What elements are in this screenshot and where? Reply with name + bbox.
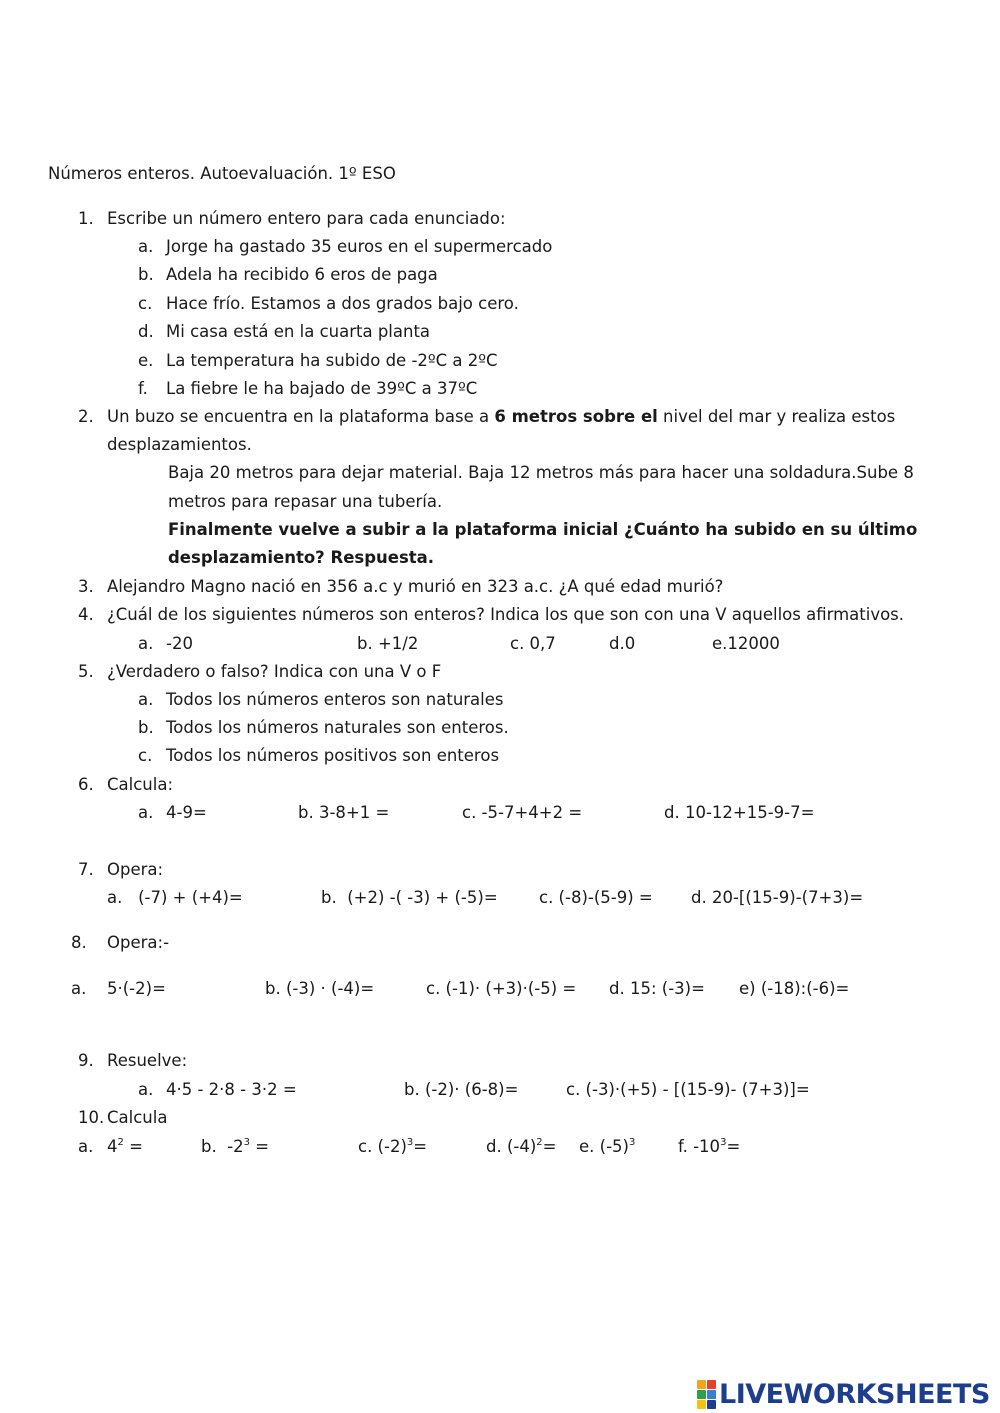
question-text-continued: desplazamientos. (107, 435, 252, 454)
base: e. (-5) (579, 1137, 629, 1156)
item-letter: a. (71, 979, 87, 998)
option-b: b. +1/2 (357, 634, 419, 653)
exponent: 3 (628, 1137, 636, 1148)
exponent: 2 (117, 1137, 124, 1148)
item-letter: a. (138, 237, 154, 256)
question-text: ¿Cuál de los siguientes números son enteros? Indica los que son con una V aquellos afirmativos. (107, 605, 905, 624)
list-item: La fiebre le ha bajado de 39ºC a 37ºC (166, 379, 478, 398)
question-text: ¿Verdadero o falso? Indica con una V o F (107, 662, 442, 681)
exercise-c (358, 1137, 427, 1157)
item-letter: b. (138, 718, 154, 737)
item-letter: c. (138, 294, 153, 313)
question-text-part: Un buzo se encuentra en la plataforma base a (107, 407, 495, 426)
list-item: Hace frío. Estamos a dos grados bajo cero. (166, 294, 519, 313)
question-text: Opera: (107, 860, 164, 879)
exercise-b (201, 1137, 269, 1157)
item-letter: a. (138, 690, 154, 709)
question-text: Escribe un número entero para cada enunciado: (107, 209, 506, 228)
base: 4 (107, 1137, 118, 1156)
option-d: d.0 (609, 634, 636, 653)
exercise-b: b. (-2)· (6-8)= (404, 1080, 519, 1099)
list-item: Todos los números positivos son enteros (166, 746, 500, 765)
item-letter: e. (138, 351, 154, 370)
item-letter: b. (138, 265, 154, 284)
question-number: 3. (78, 577, 94, 596)
base: b. -2 (201, 1137, 244, 1156)
problem-question: Finalmente vuelve a subir a la plataforma inicial ¿Cuánto ha subido en su último (168, 520, 918, 539)
list-item: Jorge ha gastado 35 euros en el supermercado (166, 237, 553, 256)
question-number: 9. (78, 1051, 94, 1070)
question-number: 1. (78, 209, 94, 228)
question-number: 2. (78, 407, 94, 426)
question-text: Calcula (107, 1108, 168, 1127)
question-number: 5. (78, 662, 94, 681)
option-e: e.12000 (712, 634, 780, 653)
logo-tile (707, 1380, 716, 1389)
question-text: Opera:- (107, 933, 170, 952)
question-text-part: nivel del mar y realiza estos (657, 407, 896, 426)
logo-tile (707, 1390, 716, 1399)
exponent: 2 (536, 1137, 543, 1148)
list-item: Mi casa está en la cuarta planta (166, 322, 431, 341)
exercise-c: c. (-3)·(+5) - [(15-9)- (7+3)]= (566, 1080, 810, 1099)
tail: = (726, 1137, 741, 1156)
problem-statement: Baja 20 metros para dejar material. Baja 12 metros más para hacer una soldadura.Sube 8 (168, 463, 914, 482)
exponent: 3 (720, 1137, 727, 1148)
exercise-c: c. (-1)· (+3)·(-5) = (426, 979, 577, 998)
exercise-a (107, 1137, 143, 1157)
tail: = (123, 1137, 143, 1156)
question-text: Resuelve: (107, 1051, 188, 1070)
exercise-d: d. 20-[(15-9)-(7+3)= (691, 888, 864, 907)
item-letter: a. (78, 1137, 94, 1156)
base: d. (-4) (486, 1137, 537, 1156)
exercise-b: b. (-3) · (-4)= (265, 979, 375, 998)
list-item: Adela ha recibido 6 eros de paga (166, 265, 438, 284)
logo-tile (707, 1400, 716, 1409)
exercise-e: e) (-18):(-6)= (739, 979, 850, 998)
exercise-b: b. (+2) -( -3) + (-5)= (321, 888, 498, 907)
exercise-d (486, 1137, 557, 1157)
option-a: -20 (166, 634, 193, 653)
logo-text: LIVEWORKSHEETS (719, 1378, 990, 1410)
base: f. -10 (678, 1137, 721, 1156)
logo-tile (697, 1390, 706, 1399)
exercise-b: b. 3-8+1 = (298, 803, 390, 822)
exercise-e (579, 1137, 635, 1157)
tail: = (250, 1137, 270, 1156)
exercise-d: d. 10-12+15-9-7= (664, 803, 815, 822)
question-text (107, 407, 895, 427)
exercise-d: d. 15: (-3)= (609, 979, 705, 998)
item-letter: f. (138, 379, 148, 398)
item-letter: a. (138, 803, 154, 822)
item-letter: c. (138, 746, 153, 765)
list-item: La temperatura ha subido de -2ºC a 2ºC (166, 351, 498, 370)
option-letter: a. (138, 634, 154, 653)
question-number: 8. (71, 933, 87, 952)
page-title: Números enteros. Autoevaluación. 1º ESO (48, 164, 396, 183)
question-text: Alejandro Magno nació en 356 a.c y murió en 323 a.c. ¿A qué edad murió? (107, 577, 724, 596)
exercise-a: 4·5 - 2·8 - 3·2 = (166, 1080, 297, 1099)
tail: = (413, 1137, 428, 1156)
logo-tile (697, 1400, 706, 1409)
liveworksheets-logo[interactable] (697, 1378, 990, 1410)
question-text: Calcula: (107, 775, 173, 794)
question-number: 10. (78, 1108, 105, 1127)
question-text-bold: 6 metros sobre el (494, 407, 658, 426)
question-number: 6. (78, 775, 94, 794)
list-item: Todos los números enteros son naturales (166, 690, 504, 709)
list-item: Todos los números naturales son enteros. (166, 718, 509, 737)
problem-question: desplazamiento? Respuesta. (168, 548, 435, 567)
exercise-c: c. -5-7+4+2 = (462, 803, 583, 822)
logo-tile (697, 1380, 706, 1389)
exponent: 3 (406, 1137, 414, 1148)
exercise-c: c. (-8)-(5-9) = (539, 888, 653, 907)
option-c: c. 0,7 (510, 634, 556, 653)
exercise-f (678, 1137, 740, 1157)
item-letter: a. (138, 1080, 154, 1099)
exercise-a: a. (-7) + (+4)= (107, 888, 243, 907)
exercise-a: 5·(-2)= (107, 979, 166, 998)
logo-mark-icon (697, 1380, 716, 1409)
tail: = (542, 1137, 557, 1156)
base: c. (-2) (358, 1137, 407, 1156)
problem-statement: metros para repasar una tubería. (168, 492, 443, 511)
exponent: 3 (243, 1137, 251, 1148)
question-number: 4. (78, 605, 94, 624)
exercise-a: 4-9= (166, 803, 207, 822)
question-number: 7. (78, 860, 94, 879)
item-letter: d. (138, 322, 154, 341)
